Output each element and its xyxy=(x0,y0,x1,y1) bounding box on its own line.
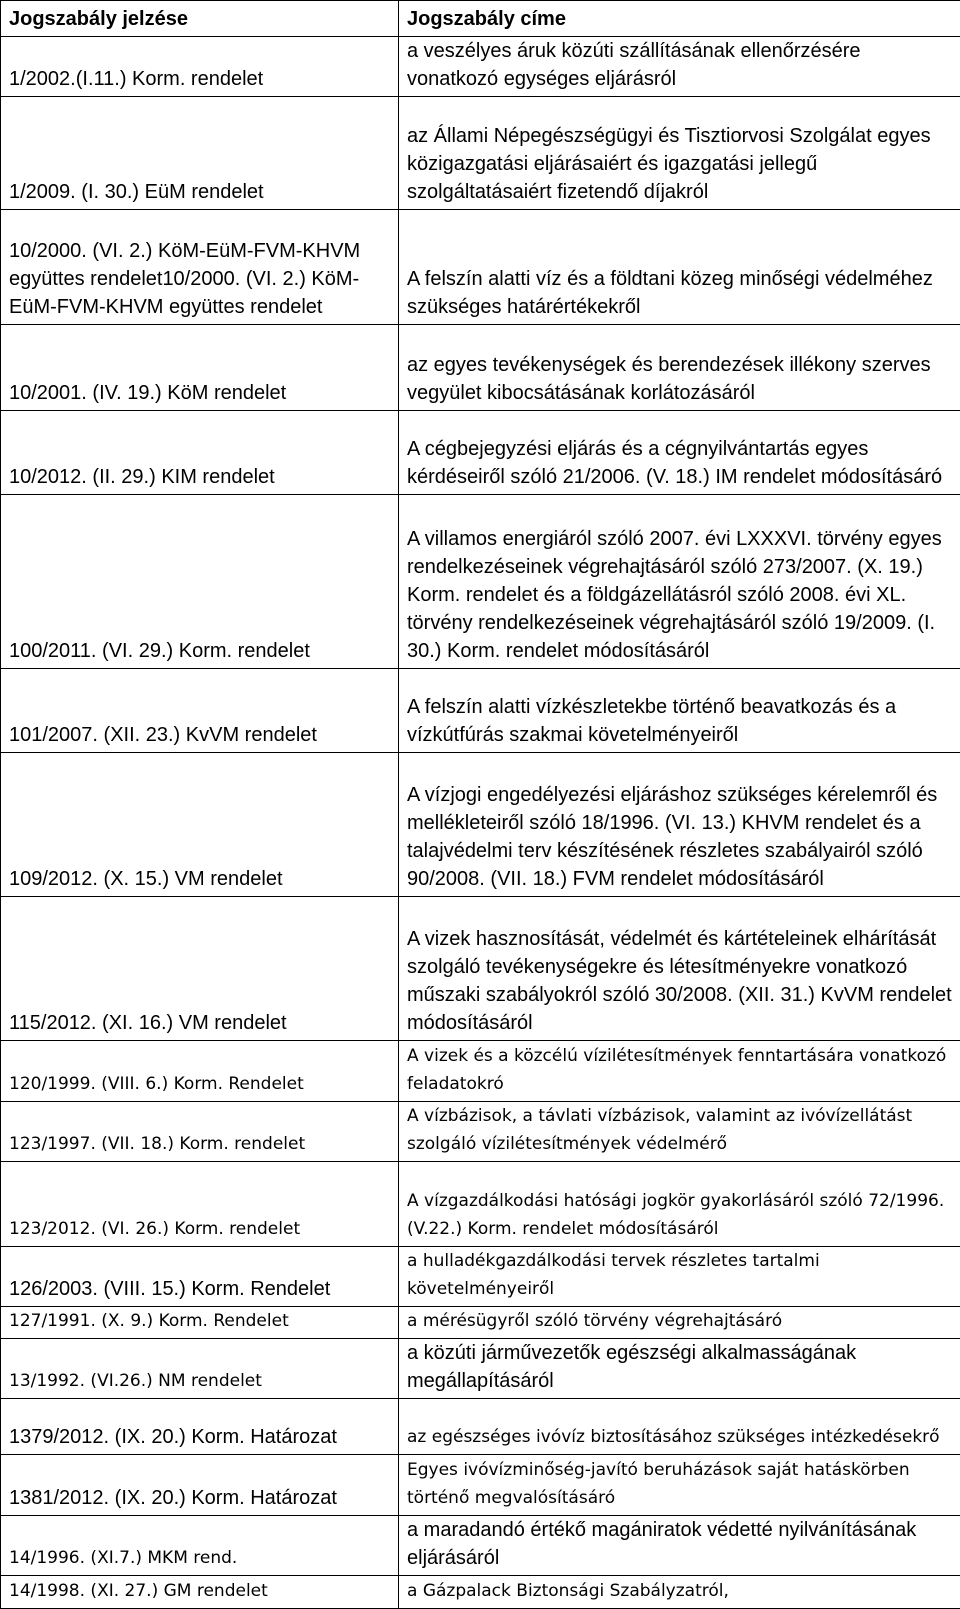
column-header-title: Jogszabály címe xyxy=(399,1,960,37)
law-title: a maradandó értékő magániratok védetté nyilvánításának eljárásáról xyxy=(399,1515,960,1575)
law-id: 127/1991. (X. 9.) Korm. Rendelet xyxy=(1,1307,399,1339)
table-row xyxy=(1,1399,960,1455)
law-title: A vízjogi engedélyezési eljáráshoz szükséges kérelemről és mellékleteiről szóló 18/1996. (VI. 13.) KHVM rendelet és a talajvédelmi terv készítésének részletes szabályairól szóló 90/2008. (VII. 18.) FVM rendelet módosításáról xyxy=(399,752,960,896)
law-id: 10/2012. (II. 29.) KIM rendelet xyxy=(1,410,399,494)
law-id: 123/1997. (VII. 18.) Korm. rendelet xyxy=(1,1101,399,1161)
law-id: 101/2007. (XII. 23.) KvVM rendelet xyxy=(1,668,399,752)
table-row xyxy=(1,410,960,494)
law-title: az egészséges ivóvíz biztosításához szükséges intézkedésekrő xyxy=(399,1399,960,1455)
law-title: a Gázpalack Biztonsági Szabályzatról, xyxy=(399,1575,960,1608)
law-title: A villamos energiáról szóló 2007. évi LXXXVI. törvény egyes rendelkezéseinek végrehajtásáról szóló 273/2007. (X. 19.) Korm. rendelet és a földgázellátásról szóló 2008. évi XL. törvény rendelkezéseinek végrehajtásáról szóló 19/2009. (I. 30.) Korm. rendelet módosításáról xyxy=(399,495,960,668)
table-row xyxy=(1,1307,960,1339)
table-row xyxy=(1,1455,960,1515)
law-title: Egyes ivóvízminőség-javító beruházások saját hatáskörben történő megvalósításáró xyxy=(399,1455,960,1515)
law-title: A vizek hasznosítását, védelmét és kártételeinek elhárítását szolgáló tevékenységekre és létesítményekre vonatkozó műszaki szabályokról szóló 30/2008. (XII. 31.) KvVM rendelet módosításáról xyxy=(399,897,960,1041)
law-id: 1379/2012. (IX. 20.) Korm. Határozat xyxy=(1,1399,399,1455)
law-id: 126/2003. (VIII. 15.) Korm. Rendelet xyxy=(1,1246,399,1306)
law-id: 14/1996. (XI.7.) MKM rend. xyxy=(1,1515,399,1575)
law-id: 1381/2012. (IX. 20.) Korm. Határozat xyxy=(1,1455,399,1515)
table-row xyxy=(1,97,960,210)
law-id: 14/1998. (XI. 27.) GM rendelet xyxy=(1,1575,399,1608)
law-id: 100/2011. (VI. 29.) Korm. rendelet xyxy=(1,495,399,668)
table-row xyxy=(1,668,960,752)
law-title: A felszín alatti vízkészletekbe történő beavatkozás és a vízkútfúrás szakmai követelményeiről xyxy=(399,668,960,752)
table-row xyxy=(1,324,960,410)
table-row xyxy=(1,1041,960,1101)
column-header-id: Jogszabály jelzése xyxy=(1,1,399,37)
law-title: az egyes tevékenységek és berendezések illékony szerves vegyület kibocsátásának korlátozásáról xyxy=(399,324,960,410)
table-row xyxy=(1,495,960,668)
law-title: a veszélyes áruk közúti szállításának ellenőrzésére vonatkozó egységes eljárásról xyxy=(399,37,960,97)
law-title: A vízbázisok, a távlati vízbázisok, valamint az ivóvízellátást szolgáló vízilétesítmények védelmérő xyxy=(399,1101,960,1161)
law-title: az Állami Népegészségügyi és Tisztiorvosi Szolgálat egyes közigazgatási eljárásaiért és igazgatási jellegű szolgáltatásaiért fizetendő díjakról xyxy=(399,97,960,210)
law-title: A vízgazdálkodási hatósági jogkör gyakorlásáról szóló 72/1996. (V.22.) Korm. rendelet módosításáról xyxy=(399,1161,960,1246)
law-id: 109/2012. (X. 15.) VM rendelet xyxy=(1,752,399,896)
table-row xyxy=(1,1515,960,1575)
law-id: 115/2012. (XI. 16.) VM rendelet xyxy=(1,897,399,1041)
law-title: a mérésügyről szóló törvény végrehajtásáró xyxy=(399,1307,960,1339)
table-row xyxy=(1,1339,960,1399)
table-row xyxy=(1,37,960,97)
table-row xyxy=(1,1575,960,1608)
law-id: 13/1992. (VI.26.) NM rendelet xyxy=(1,1339,399,1399)
law-id: 1/2002.(I.11.) Korm. rendelet xyxy=(1,37,399,97)
table-row xyxy=(1,1246,960,1306)
law-title: A vizek és a közcélú vízilétesítmények fenntartására vonatkozó feladatokró xyxy=(399,1041,960,1101)
law-title: a hulladékgazdálkodási tervek részletes tartalmi követelményeiről xyxy=(399,1246,960,1306)
law-title: A felszín alatti víz és a földtani közeg minőségi védelméhez szükséges határértékekről xyxy=(399,210,960,324)
law-id: 120/1999. (VIII. 6.) Korm. Rendelet xyxy=(1,1041,399,1101)
table-row xyxy=(1,1101,960,1161)
law-id: 10/2001. (IV. 19.) KöM rendelet xyxy=(1,324,399,410)
law-title: A cégbejegyzési eljárás és a cégnyilvántartás egyes kérdéseiről szóló 21/2006. (V. 18.) IM rendelet módosításáró xyxy=(399,410,960,494)
table-row xyxy=(1,210,960,324)
law-id: 123/2012. (VI. 26.) Korm. rendelet xyxy=(1,1161,399,1246)
law-id: 1/2009. (I. 30.) EüM rendelet xyxy=(1,97,399,210)
law-title: a közúti járművezetők egészségi alkalmasságának megállapításáról xyxy=(399,1339,960,1399)
law-id: 10/2000. (VI. 2.) KöM-EüM-FVM-KHVM együttes rendelet10/2000. (VI. 2.) KöM-EüM-FVM-KHVM együttes rendelet xyxy=(1,210,399,324)
header-row xyxy=(1,1,960,37)
table-row xyxy=(1,897,960,1041)
table-row xyxy=(1,1161,960,1246)
table-row xyxy=(1,752,960,896)
